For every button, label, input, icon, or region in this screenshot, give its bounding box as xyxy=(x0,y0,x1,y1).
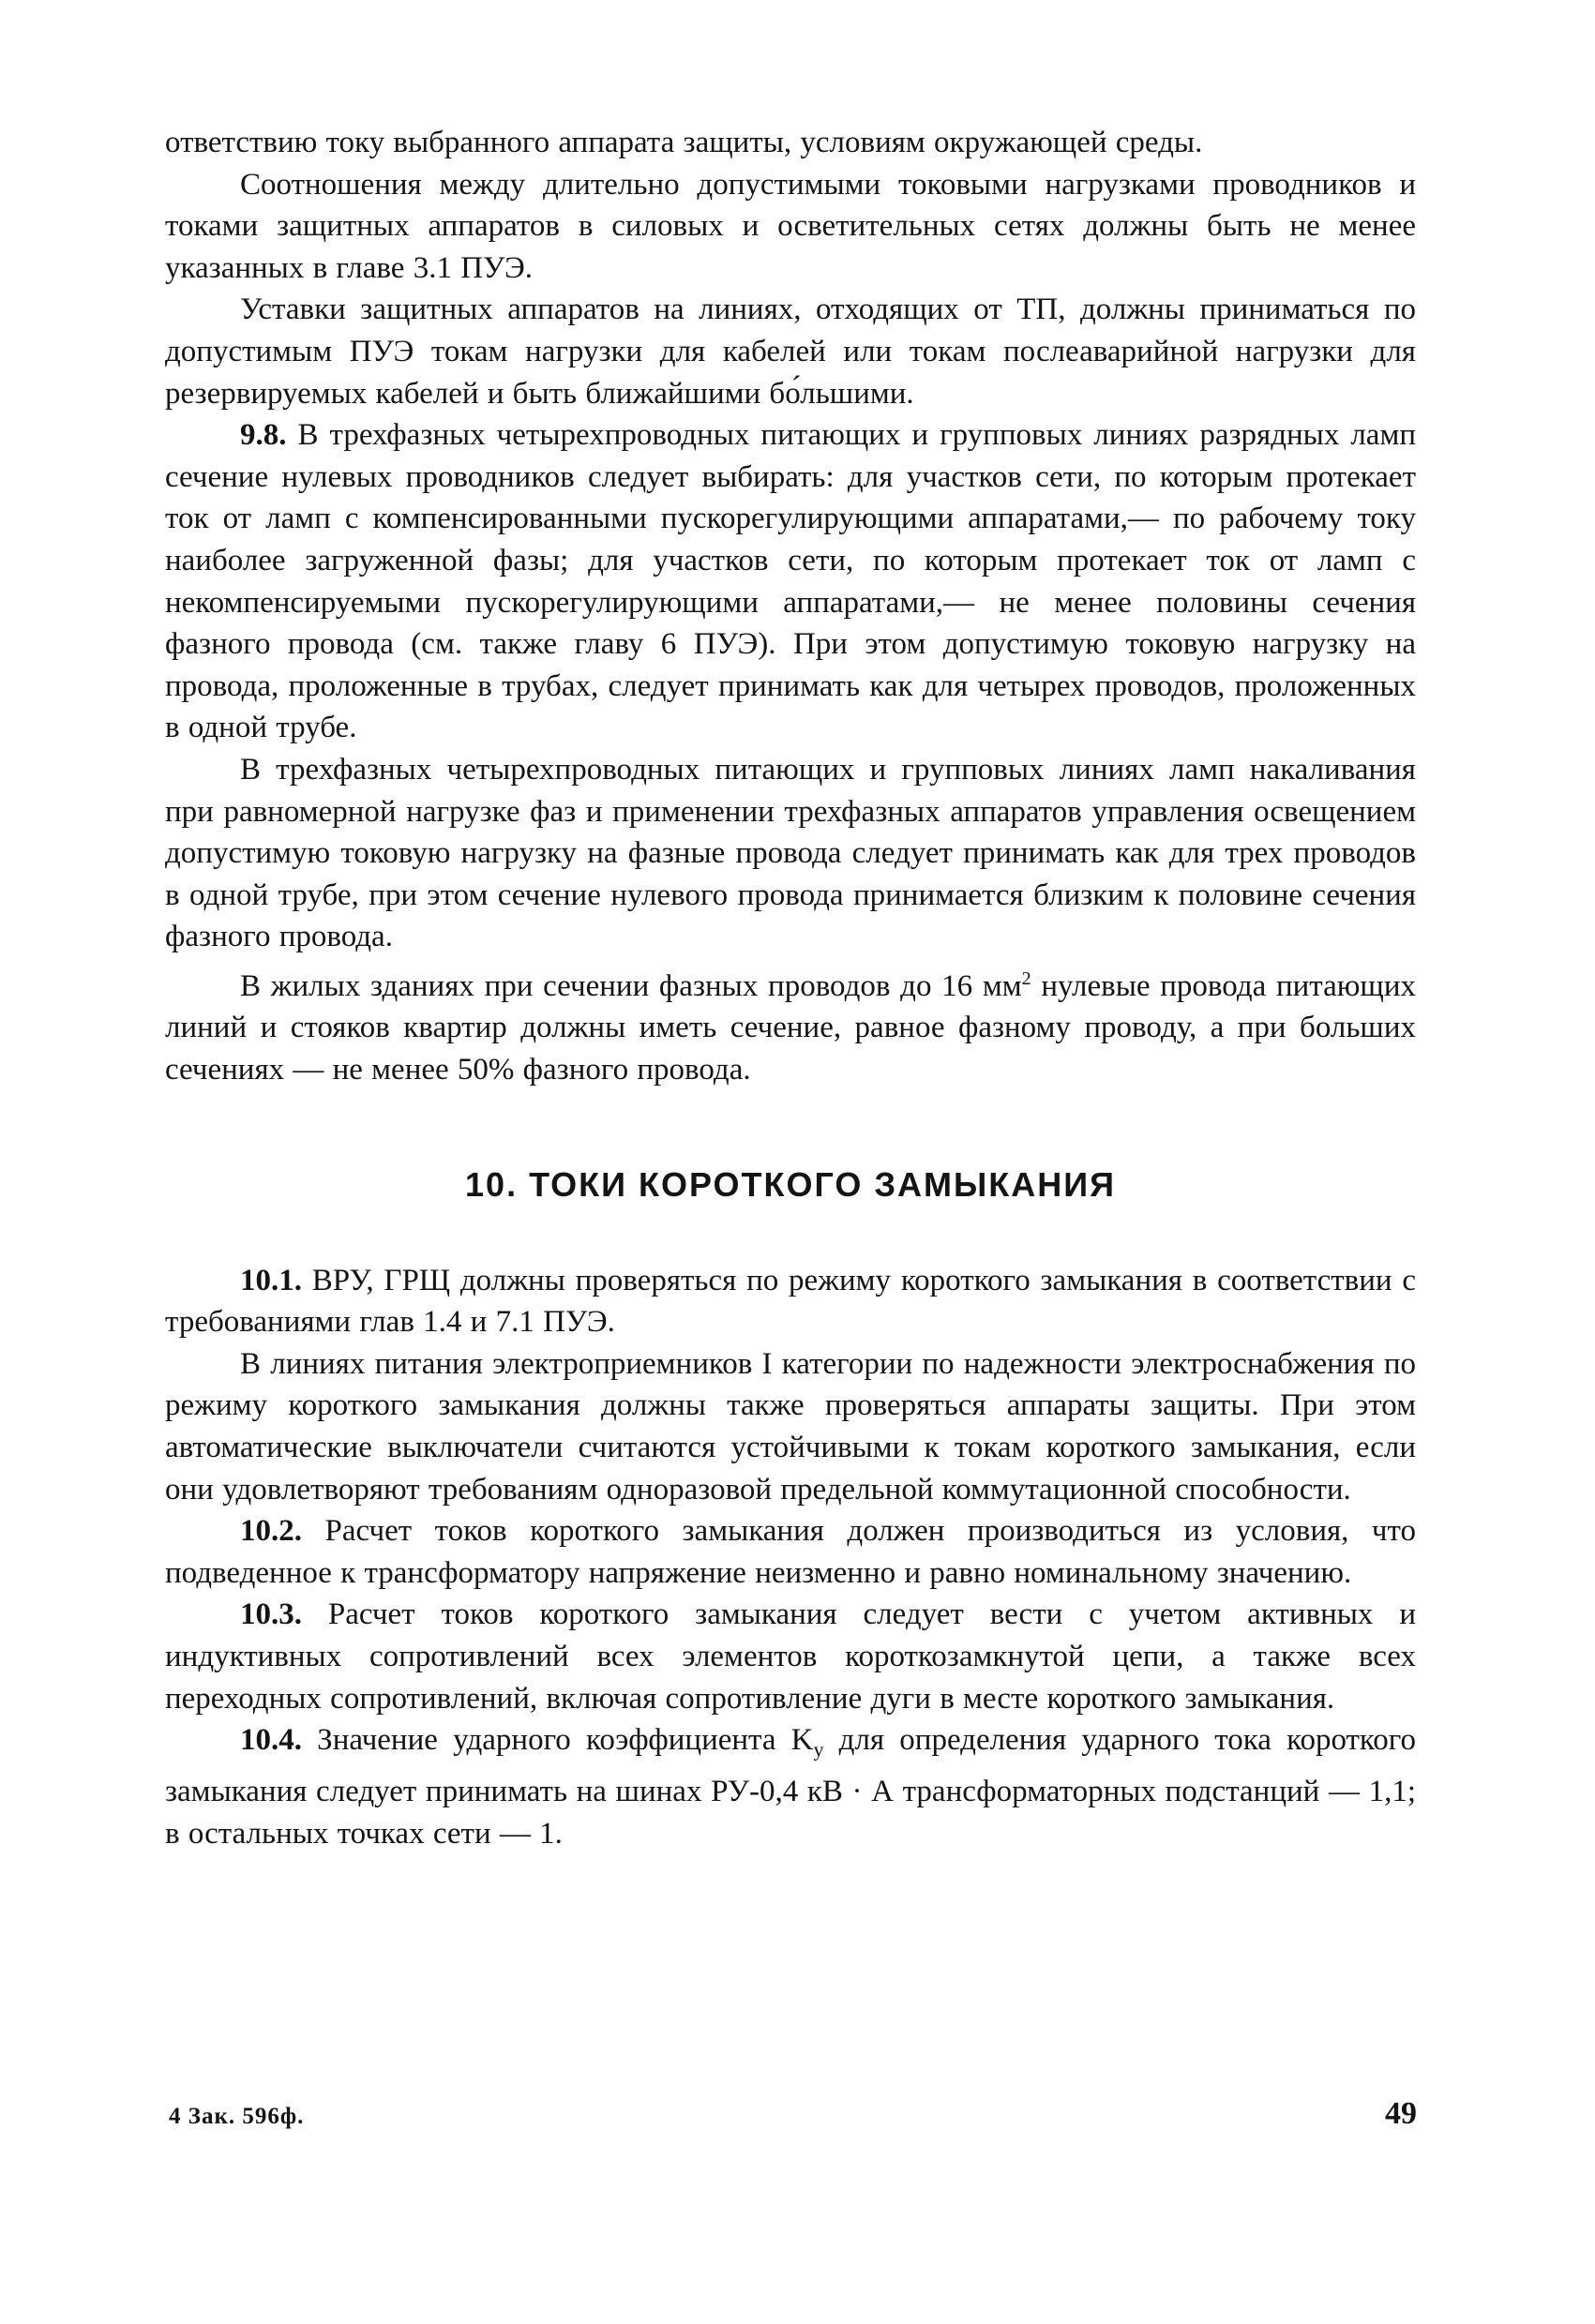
page-number: 49 xyxy=(1385,2096,1417,2131)
paragraph-category-one: В линиях питания электроприемников I категории по надежности электроснабжения по режиму короткого замыкания должны также проверяться аппараты защиты. При этом автоматические выключатели считаются устойчивыми к токам короткого замыкания, если они удовлетворяют требованиям одноразовой предельной коммутационной способности. xyxy=(165,1346,1416,1507)
paragraph-residential xyxy=(165,958,1416,1091)
section-heading: 10. ТОКИ КОРОТКОГО ЗАМЫКАНИЯ xyxy=(465,1164,1116,1204)
clause-text: В трехфазных четырехпроводных питающих и групповых линиях разрядных ламп сечение нулевых проводников следует выбирать: для участков сети, по которым протекает ток от ламп с компенсированными пускорегулирующими аппаратами,— по рабочему току наиболее загруженной фазы; для участков сети, по которым протекает ток от ламп с некомпенсируемыми пускорегулирующими аппаратами,— не менее половины сечения фазного провода (см. также главу 6 ПУЭ). При этом допустимую токовую нагрузку на провода, проложенные в трубах, следует принимать как для четырех проводов, проложенных в одной трубе. xyxy=(165,418,1416,745)
clause-number: 10.1. xyxy=(240,1263,302,1297)
paragraph-incandescent: В трехфазных четырехпроводных питающих и групповых линиях ламп накаливания при равномерной нагрузке фаз и применении трехфазных аппаратов управления освещением допустимую токовую нагрузку на фазные провода следует принимать как для трех проводов в одной трубе, при этом сечение нулевого провода принимается близким к половине сечения фазного провода. xyxy=(165,752,1416,954)
paragraph-text-part: В жилых зданиях при сечении фазных проводов до 16 мм xyxy=(240,968,1022,1003)
paragraph-10-2 xyxy=(165,1510,1416,1594)
paragraph-settings: Уставки защитных аппаратов на линиях, отходящих от ТП, должны приниматься по допустимым ПУЭ токам нагрузки для кабелей или токам послеаварийной нагрузки для резервируемых кабелей и быть ближайшими бо́льшими. xyxy=(165,292,1416,411)
page-footer xyxy=(169,2096,1417,2143)
clause-number: 10.4. xyxy=(240,1723,302,1758)
clause-text: ВРУ, ГРЩ должны проверяться по режиму короткого замыкания в соответствии с требованиями глав 1.4 и 7.1 ПУЭ. xyxy=(165,1263,1417,1340)
clause-text: для определения ударного тока короткого замыкания следует принимать на шинах РУ-0,4 кВ · А трансформаторных подстанций — 1,1; в остальных точках сети — 1. xyxy=(165,1723,1417,1851)
paragraph-continuation: ответствию току выбранного аппарата защиты, условиям окружающей среды. xyxy=(165,126,1203,159)
paragraph-10-1 xyxy=(165,1260,1416,1343)
clause-text: Расчет токов короткого замыкания должен производиться из условия, что подведенное к трансформатору напряжение неизменно и равно номинальному значению. xyxy=(165,1514,1417,1590)
clause-number: 9.8. xyxy=(240,418,287,453)
order-number: 4 Зак. 596ф. xyxy=(169,2104,305,2129)
page-content xyxy=(165,122,1416,1855)
clause-number: 10.3. xyxy=(240,1597,302,1632)
paragraph-9-8 xyxy=(165,414,1416,749)
clause-number: 10.2. xyxy=(240,1514,302,1549)
paragraph-10-3 xyxy=(165,1594,1416,1719)
paragraph-10-4 xyxy=(165,1719,1416,1854)
subscript: у xyxy=(813,1737,824,1762)
paragraph-text-part: нулевые провода питающих линий и стояков квартир должны иметь сечение, равное фазному проводу, а при больших сечениях — не менее 50% фазного провода. xyxy=(165,968,1416,1087)
clause-text: Расчет токов короткого замыкания следует вести с учетом активных и индуктивных сопротивлений всех элементов короткозамкнутой цепи, а также всех переходных сопротивлений, включая сопротивление дуги в месте короткого замыкания. xyxy=(165,1597,1416,1716)
clause-text: Значение ударного коэффициента K xyxy=(317,1723,814,1758)
paragraph-ratios: Соотношения между длительно допустимыми токовыми нагрузками проводников и токами защитных аппаратов в силовых и осветительных сетях должны быть не менее указанных в главе 3.1 ПУЭ. xyxy=(165,167,1416,285)
superscript: 2 xyxy=(1021,967,1031,989)
